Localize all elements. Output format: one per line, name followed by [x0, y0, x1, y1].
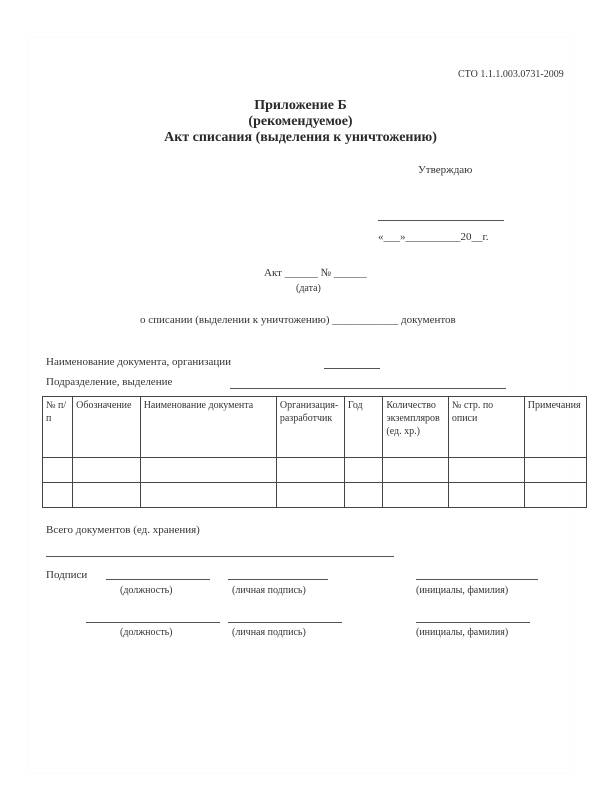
document-title: Акт списания (выделения к уничтожению) [164, 130, 437, 145]
table-row [43, 458, 587, 483]
sig2-position-caption: (должность) [120, 627, 173, 638]
org-name-line [324, 368, 380, 369]
act-date-caption: (дата) [296, 283, 321, 294]
act-number: Акт ______ № ______ [264, 267, 367, 279]
col-page: № стр. по описи [448, 397, 524, 458]
table-cell [73, 483, 141, 508]
table-cell [276, 458, 344, 483]
table-cell [524, 458, 586, 483]
dept-name-label: Подразделение, выделение [46, 376, 173, 388]
sig1-position-line [106, 579, 210, 580]
table-cell [383, 458, 448, 483]
signatures-label: Подписи [46, 569, 88, 581]
table-cell [43, 483, 73, 508]
annex-title: Приложение Б [254, 98, 347, 113]
col-number: № п/п [43, 397, 73, 458]
documents-table [42, 396, 587, 508]
sig2-name-caption: (инициалы, фамилия) [416, 627, 509, 638]
table-cell [43, 458, 73, 483]
col-organization: Организация-разработчик [276, 397, 344, 458]
sig1-signature-caption: (личная подпись) [232, 585, 306, 596]
sig1-signature-line [228, 579, 328, 580]
col-notes: Примечания [524, 397, 586, 458]
sig2-signature-line [228, 622, 342, 623]
sig2-position-line [86, 622, 220, 623]
table-cell [344, 458, 382, 483]
document-page [28, 38, 581, 773]
total-label: Всего документов (ед. хранения) [46, 524, 200, 536]
sig1-name-caption: (инициалы, фамилия) [416, 585, 509, 596]
org-name-label: Наименование документа, организации [46, 356, 232, 368]
approval-label: Утверждаю [418, 164, 473, 176]
table-cell [448, 483, 524, 508]
dept-name-line [230, 388, 506, 389]
sig2-signature-caption: (личная подпись) [232, 627, 306, 638]
table-cell [383, 483, 448, 508]
sig1-position-caption: (должность) [120, 585, 173, 596]
approval-signature-line [378, 220, 504, 221]
table-cell [276, 483, 344, 508]
approval-date: «___»__________20__г. [378, 231, 489, 243]
total-line [46, 556, 394, 557]
act-subject: о списании (выделении к уничтожению) ____________ документов [140, 314, 456, 326]
annex-recommended: (рекомендуемое) [248, 114, 353, 129]
table-row [43, 483, 587, 508]
table-cell [524, 483, 586, 508]
table-cell [140, 458, 276, 483]
table-header-row [43, 397, 587, 458]
col-designation: Обозначение [73, 397, 141, 458]
table-cell [448, 458, 524, 483]
table-cell [344, 483, 382, 508]
sig1-name-line [416, 579, 538, 580]
table-cell [73, 458, 141, 483]
col-quantity: Количество экземпляров (ед. хр.) [383, 397, 448, 458]
col-year: Год [344, 397, 382, 458]
sig2-name-line [416, 622, 530, 623]
col-doc-name: Наименование документа [140, 397, 276, 458]
table-cell [140, 483, 276, 508]
standard-code: СТО 1.1.1.003.0731-2009 [458, 69, 564, 80]
